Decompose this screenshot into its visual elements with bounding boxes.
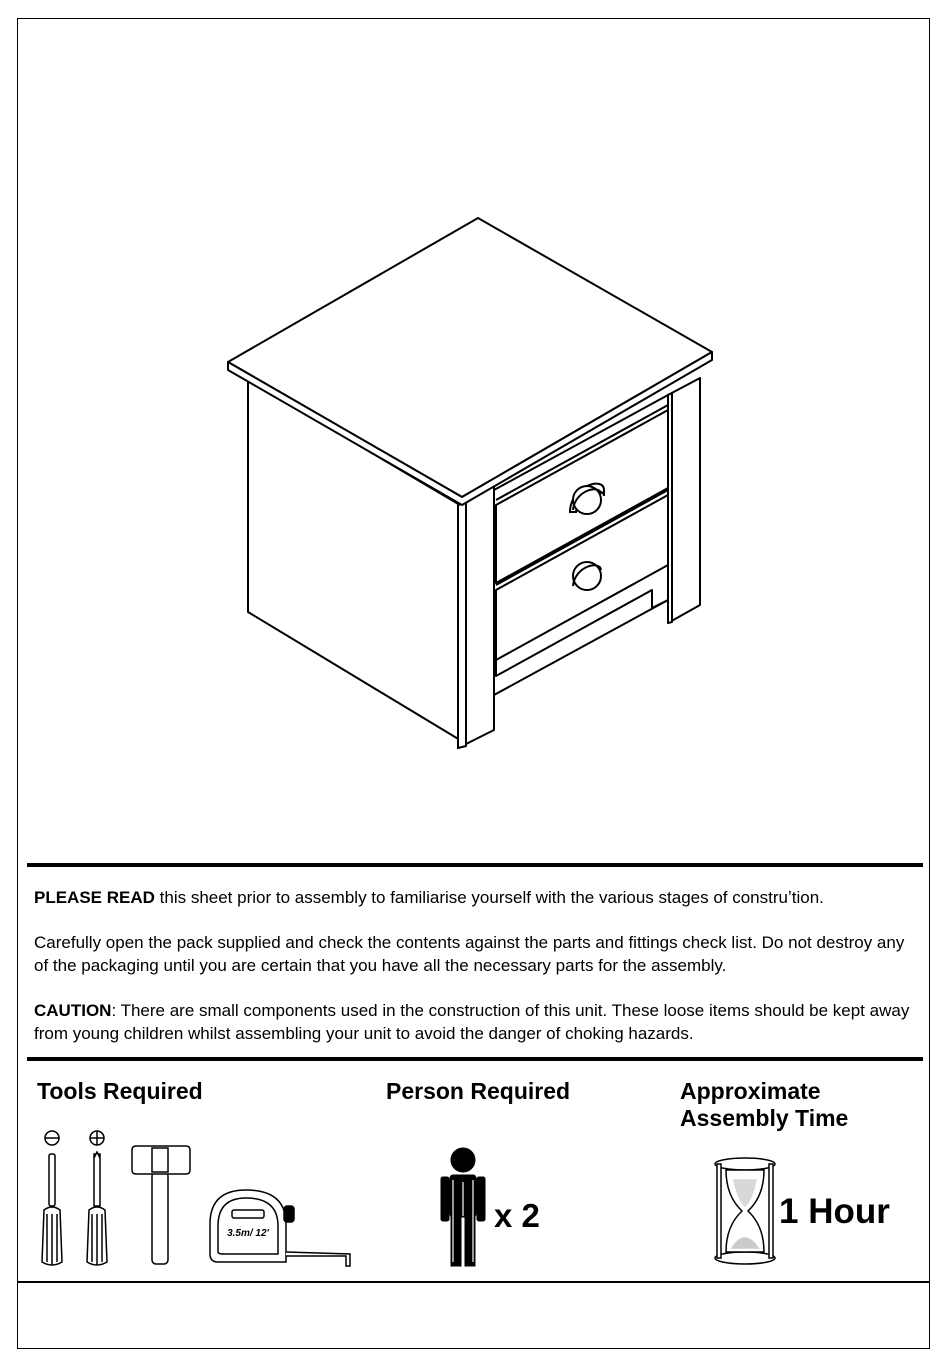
hourglass-icon: [712, 1156, 778, 1266]
person-count: x 2: [494, 1197, 540, 1234]
section-rule-top: [27, 863, 923, 867]
please-read-label: PLEASE READ: [34, 888, 155, 907]
cup-handle-icon: [573, 562, 601, 590]
section-rule-bottom: [27, 1057, 923, 1061]
assembly-time-heading-line1: Approximate: [680, 1078, 821, 1104]
person-icon: [438, 1146, 488, 1268]
please-read-text: [34, 886, 914, 909]
check-contents-text: Carefully open the pack supplied and check the contents against the parts and fittings check list. Do not destroy any of the packaging until you are certain that you have all the necessary parts for the assembly.: [34, 933, 905, 975]
assembly-time-heading-line2: Assembly Time: [680, 1105, 849, 1131]
tape-measure-label: 3.5m/ 12': [227, 1228, 269, 1239]
please-read-body: this sheet prior to assembly to familiarise yourself with the various stages of construʼtion.: [154, 888, 824, 907]
footer-divider: [17, 1281, 930, 1283]
person-heading: Person Required: [386, 1078, 571, 1104]
tools-heading: Tools Required: [37, 1078, 203, 1104]
assembly-time-heading: [680, 1078, 920, 1132]
assembly-time-value: 1 Hour: [779, 1192, 890, 1231]
caution-text: [34, 999, 914, 1045]
hammer-icon: [128, 1144, 194, 1268]
caution-label: CAUTION: [34, 1001, 112, 1020]
phillips-screwdriver-icon: [81, 1126, 113, 1268]
flat-screwdriver-icon: [36, 1126, 68, 1268]
tape-measure-icon: [204, 1184, 354, 1268]
caution-body: : There are small components used in the construction of this unit. These loose items should be kept away from young children whilst assembling your unit to avoid the danger of choking hazards.: [34, 1001, 910, 1043]
